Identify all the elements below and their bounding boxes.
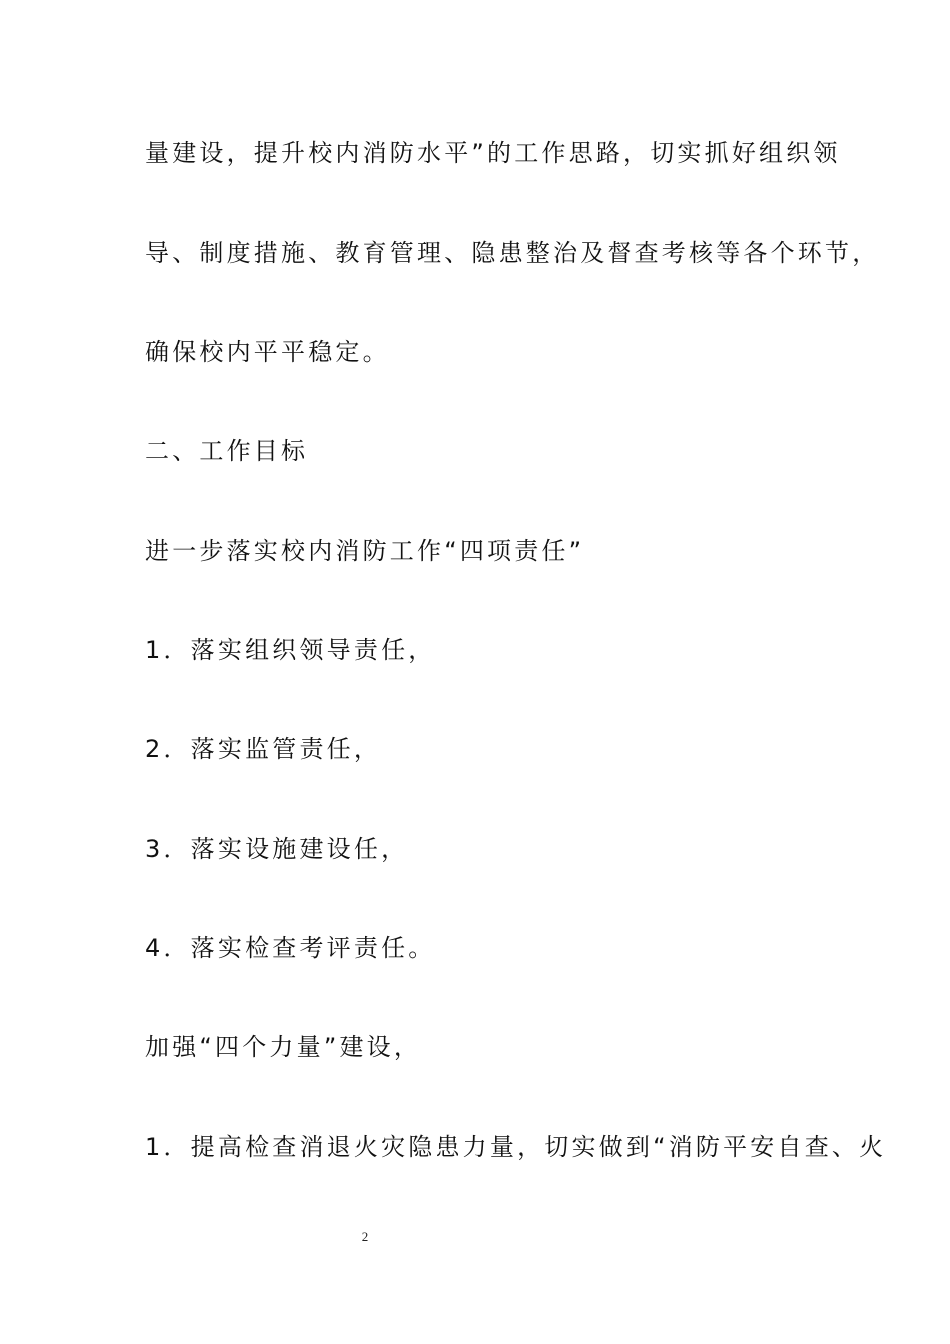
paragraph-line: 量建设，提升校内消防水平”的工作思路，切实抓好组织领 [145, 139, 841, 167]
section-heading: 二、工作目标 [145, 437, 309, 465]
list-item: 2．落实监管责任， [145, 735, 382, 763]
paragraph-line: 进一步落实校内消防工作“四项责任” [145, 537, 585, 565]
list-item: 3．落实设施建设任， [145, 835, 409, 863]
list-item: 1．提高检查消退火灾隐患力量，切实做到“消防平安自查、火 [145, 1133, 887, 1161]
paragraph-line: 导、制度措施、教育管理、隐患整治及督查考核等各个环节， [145, 239, 880, 267]
paragraph-line: 确保校内平平稳定。 [145, 338, 390, 366]
page-number: 2 [361, 1229, 369, 1244]
list-item: 1．落实组织领导责任， [145, 636, 436, 664]
list-item: 4．落实检查考评责任。 [145, 934, 436, 962]
paragraph-line: 加强“四个力量”建设， [145, 1033, 422, 1061]
